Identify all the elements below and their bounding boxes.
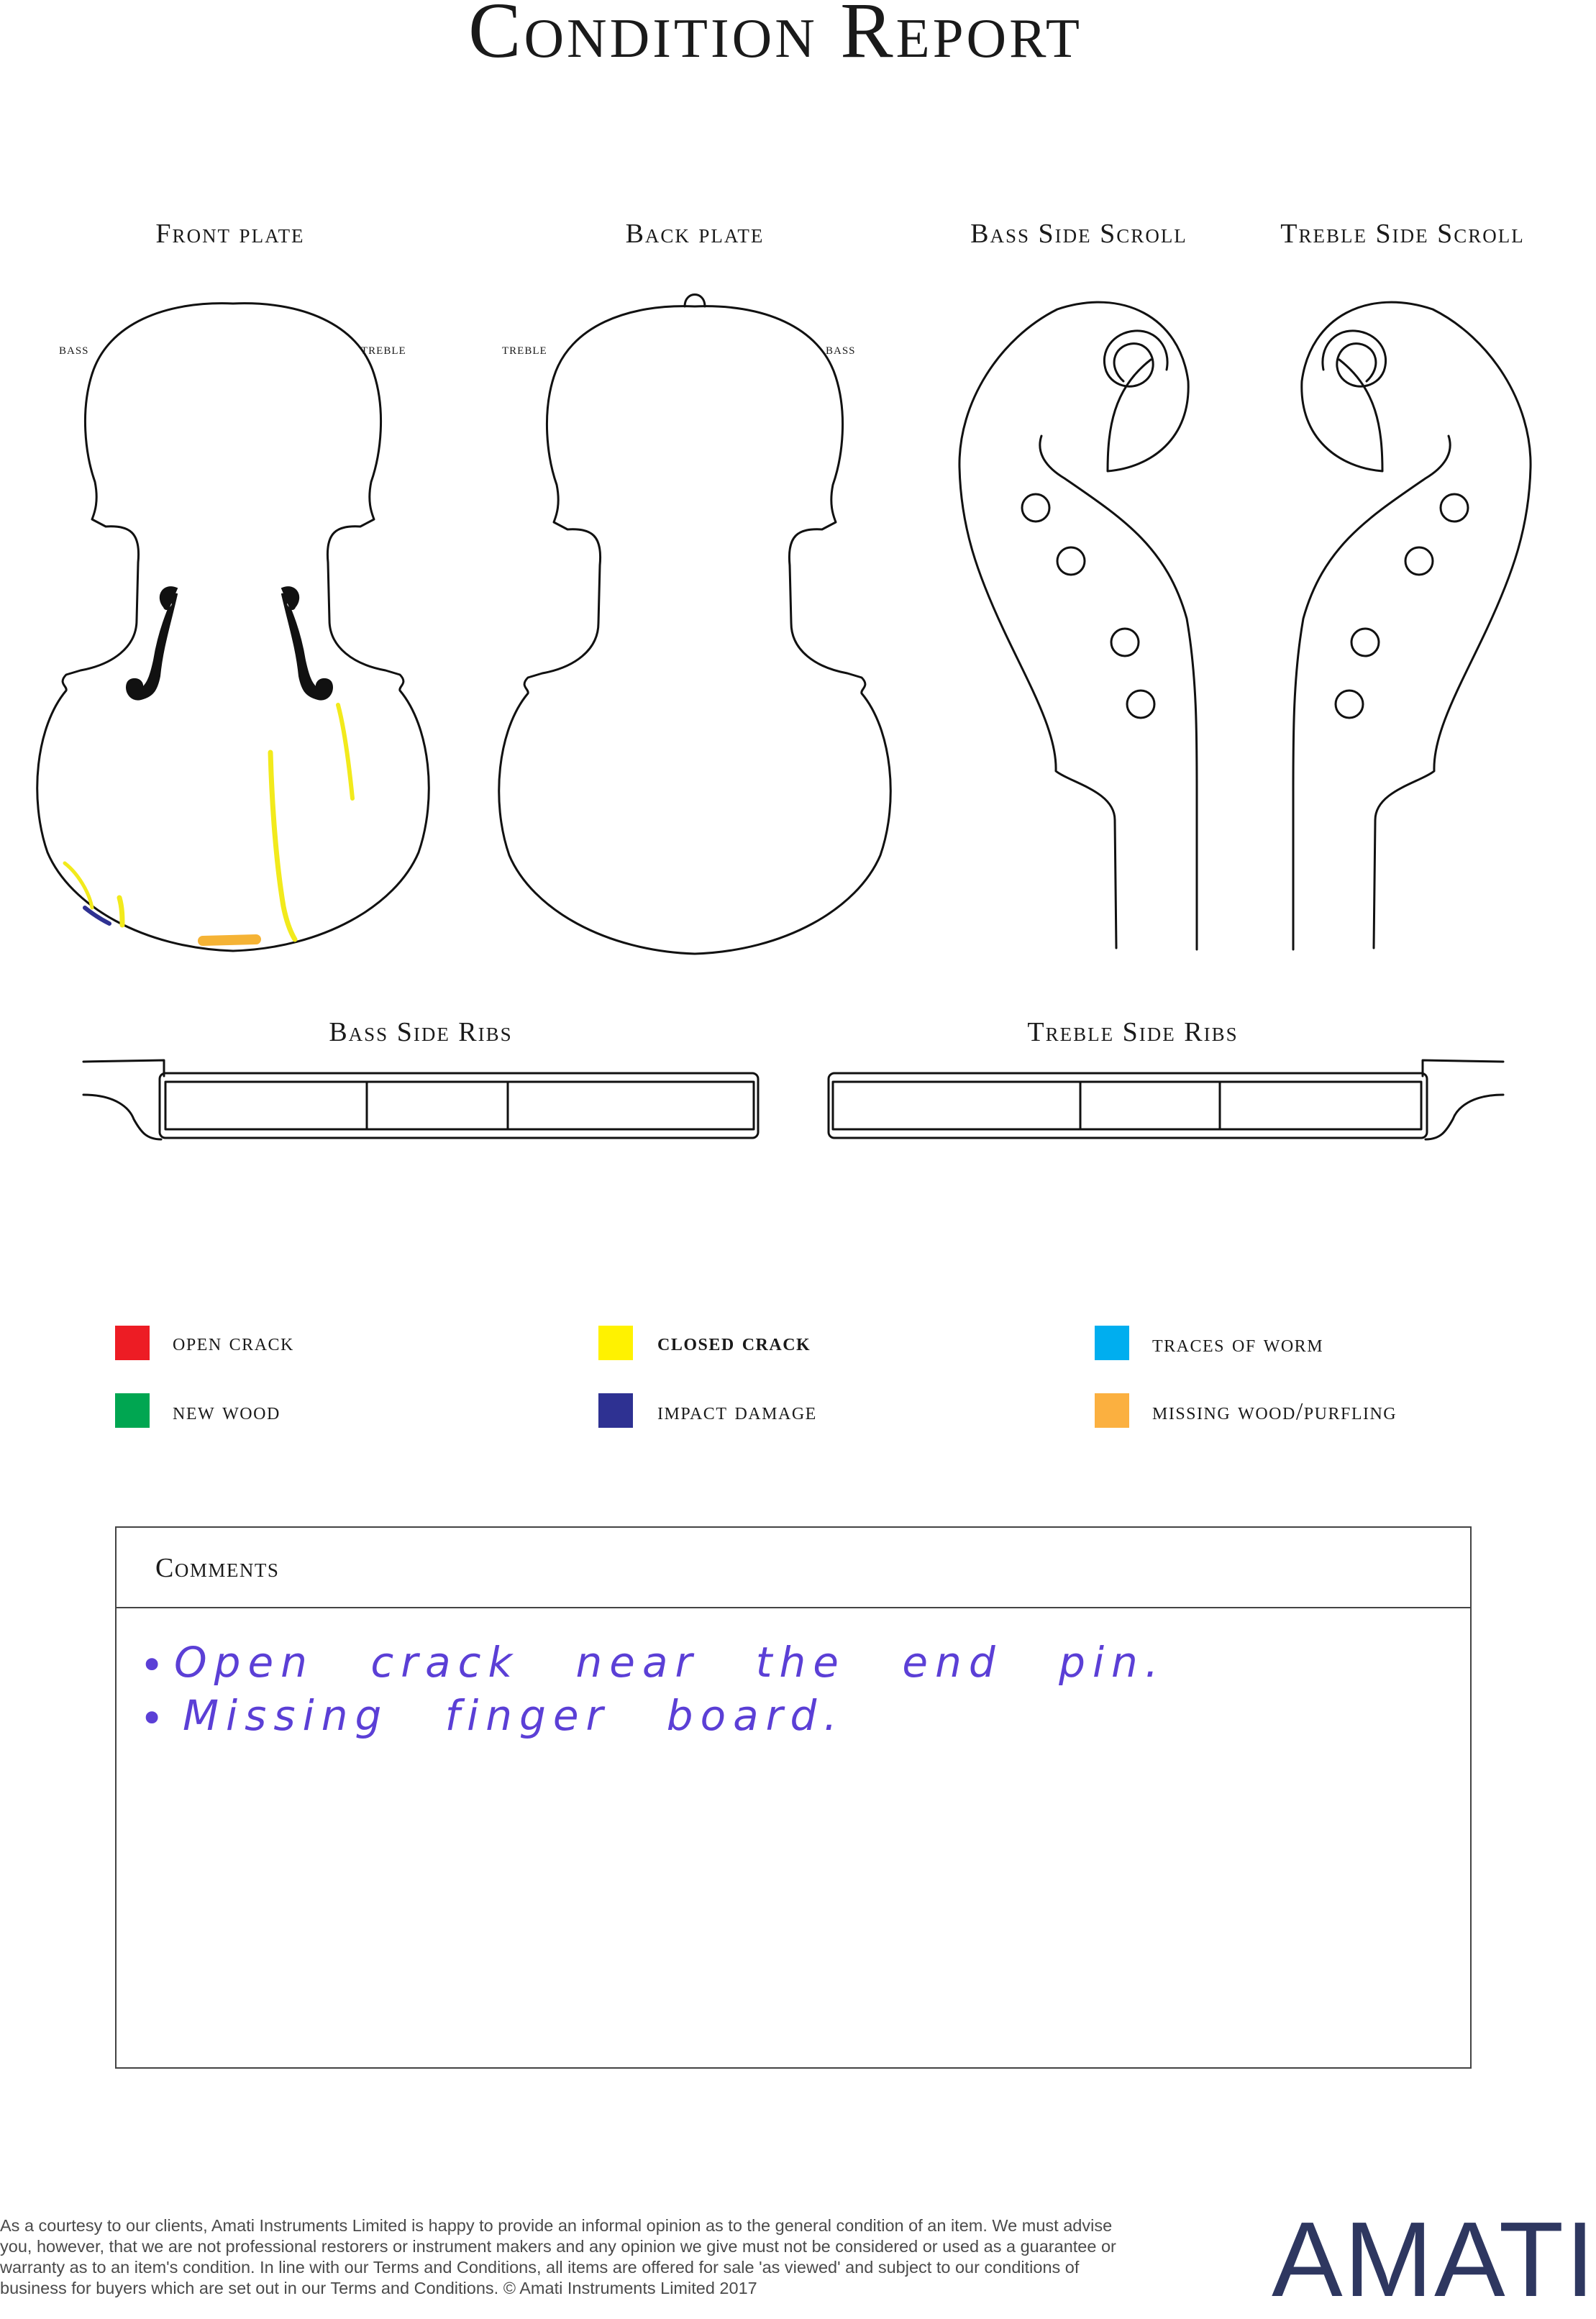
front-treble-label: treble bbox=[361, 340, 406, 357]
treble-ribs-neck bbox=[1423, 1060, 1503, 1139]
front-plate-title: Front plate bbox=[155, 219, 305, 249]
front-plate-outline bbox=[37, 304, 429, 951]
treble-ribs-inner bbox=[833, 1082, 1421, 1129]
disclaimer-text: As a courtesy to our clients, Amati Instruments Limited is happy to provide an informal opinion as to the general condition of an item. We must advise you, however, that we are not professional restorers or instrument makers and any opinion we give must not be considered or used as a guarantee or warranty as to an item's condition. In line with our Terms and Conditions, all items are offered for sale 'as viewed' and subject to our conditions of business for buyers which are set out in our Terms and Conditions. © Amati Instruments Limited 2017 bbox=[0, 2216, 1116, 2297]
back-plate-outline bbox=[499, 306, 891, 954]
comments-box bbox=[115, 1526, 1472, 2069]
bass-side-scroll-title: Bass Side Scroll bbox=[970, 219, 1187, 249]
treble-scroll-outline bbox=[1302, 302, 1531, 948]
legend-swatch-missing-wood bbox=[1095, 1393, 1129, 1428]
missing-wood-marking bbox=[203, 939, 256, 941]
legend-label-open-crack: open crack bbox=[173, 1329, 294, 1356]
f-hole-left bbox=[127, 587, 177, 699]
treble-side-ribs-title: Treble Side Ribs bbox=[1027, 1017, 1239, 1047]
legend-swatch-open-crack bbox=[115, 1326, 150, 1360]
peg-hole bbox=[1336, 691, 1363, 718]
peg-hole bbox=[1441, 494, 1468, 521]
peg-hole bbox=[1057, 547, 1085, 575]
comments-title: Comments bbox=[155, 1553, 280, 1583]
closed-crack-marking bbox=[270, 752, 295, 939]
bass-scroll-outline bbox=[959, 302, 1188, 948]
peg-hole bbox=[1022, 494, 1049, 521]
peg-hole bbox=[1405, 547, 1433, 575]
legend-label-missing-wood: missing wood/purfling bbox=[1152, 1398, 1397, 1425]
legend-label-new-wood: new wood bbox=[173, 1398, 281, 1425]
bass-ribs-neck bbox=[83, 1060, 164, 1139]
treble-scroll-volute bbox=[1323, 331, 1386, 386]
peg-hole bbox=[1351, 629, 1379, 656]
back-treble-label: treble bbox=[502, 340, 547, 357]
amati-logo: AMATI bbox=[1272, 2200, 1596, 2319]
legend-swatch-closed-crack bbox=[598, 1326, 633, 1360]
report-title: Condition Report bbox=[468, 0, 1082, 74]
back-bass-label: bass bbox=[826, 340, 856, 357]
comment-line: Open crack near the end pin. bbox=[174, 1638, 1166, 1687]
f-hole-right bbox=[282, 587, 332, 699]
treble-scroll-back bbox=[1293, 436, 1450, 949]
bass-side-ribs-title: Bass Side Ribs bbox=[329, 1017, 513, 1047]
bass-ribs-inner bbox=[165, 1082, 754, 1129]
comment-line: Missing finger board. bbox=[183, 1691, 844, 1740]
back-plate-title: Back plate bbox=[625, 219, 765, 249]
bass-scroll-volute bbox=[1104, 331, 1167, 386]
comment-bullet: • bbox=[140, 1694, 172, 1743]
legend-label-closed-crack: closed crack bbox=[657, 1329, 811, 1356]
bass-scroll-back bbox=[1040, 436, 1197, 949]
legend-swatch-traces-of-worm bbox=[1095, 1326, 1129, 1360]
legend-swatch-impact-damage bbox=[598, 1393, 633, 1428]
closed-crack-marking bbox=[338, 705, 352, 798]
front-bass-label: bass bbox=[59, 340, 89, 357]
legend-swatch-new-wood bbox=[115, 1393, 150, 1428]
legend-label-impact-damage: impact damage bbox=[657, 1398, 817, 1425]
comment-bullet: • bbox=[140, 1641, 172, 1690]
comments-divider bbox=[117, 1607, 1470, 1608]
legend-label-traces-of-worm: traces of worm bbox=[1152, 1331, 1324, 1357]
closed-crack-marking bbox=[119, 898, 122, 925]
peg-hole bbox=[1127, 691, 1154, 718]
back-plate-button bbox=[685, 295, 705, 307]
treble-side-scroll-title: Treble Side Scroll bbox=[1280, 219, 1525, 249]
peg-hole bbox=[1111, 629, 1139, 656]
